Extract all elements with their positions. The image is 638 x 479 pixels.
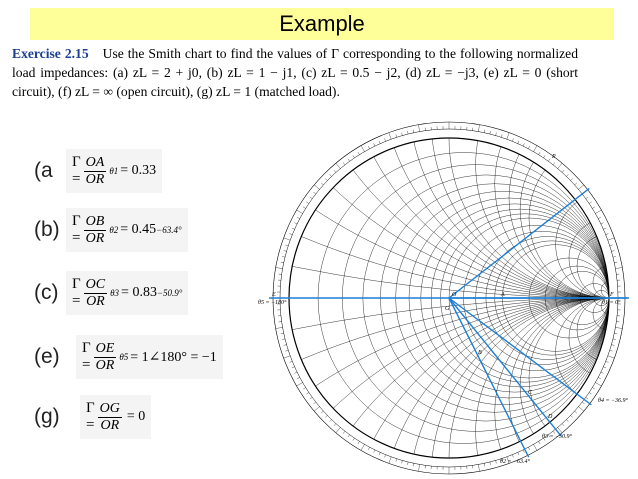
scale-tick <box>297 377 300 378</box>
scale-tick <box>281 262 284 263</box>
point-r: R <box>552 154 556 160</box>
scale-tick <box>306 393 308 395</box>
scale-tick <box>402 460 403 463</box>
scale-tick <box>553 162 555 164</box>
scale-tick <box>418 125 419 132</box>
scale-tick <box>496 460 497 463</box>
point-e: E <box>272 292 276 298</box>
scale-tick <box>496 133 497 136</box>
scale-tick <box>379 141 380 144</box>
answer-label: (g) <box>34 405 60 428</box>
scale-tick <box>512 455 513 458</box>
scale-tick <box>336 427 340 432</box>
scale-tick <box>282 256 285 257</box>
scale-tick <box>379 452 380 455</box>
denominator: OR <box>95 357 115 373</box>
scale-tick <box>334 424 336 426</box>
theta-label: θ3 <box>110 288 120 298</box>
gamma-symbol: Γ = <box>72 213 81 246</box>
scale-tick <box>544 155 546 157</box>
scale-tick <box>353 155 355 157</box>
scale-tick <box>512 139 513 142</box>
reactance-arc <box>289 298 638 479</box>
page-title: Example <box>279 11 365 36</box>
reactance-arc <box>520 298 638 476</box>
theta-label: θ2 <box>109 225 119 235</box>
scale-tick <box>528 447 529 450</box>
scale-tick <box>575 411 577 413</box>
scale-tick <box>330 174 332 176</box>
scale-tick <box>292 228 295 229</box>
scale-tick <box>484 130 485 133</box>
scale-tick <box>358 152 360 155</box>
scale-tick <box>575 183 577 185</box>
label-theta5: θ5 = −180° <box>258 300 287 306</box>
scale-tick <box>294 223 297 224</box>
gamma-symbol: Γ = <box>72 154 81 187</box>
denominator: OR <box>100 417 120 433</box>
reactance-arc <box>380 298 638 479</box>
gamma-symbol: Γ = <box>72 276 81 309</box>
answer-label: (a <box>34 159 53 182</box>
result-value: = 0.83 <box>121 285 157 300</box>
gamma-rays <box>269 188 629 457</box>
scale-tick <box>284 345 287 346</box>
scale-tick <box>571 415 573 417</box>
result-value: = 0.45 <box>120 222 157 237</box>
scale-tick <box>407 462 408 465</box>
scale-tick <box>361 444 365 450</box>
reactance-arc <box>520 120 638 298</box>
reactance-arc <box>476 118 638 298</box>
scale-tick <box>613 256 616 257</box>
scale-tick <box>343 431 345 433</box>
scale-tick <box>361 146 365 152</box>
scale-tick <box>282 339 285 340</box>
scale-tick <box>285 245 288 246</box>
scale-tick <box>608 356 615 358</box>
scale-tick <box>558 163 562 168</box>
scale-tick <box>276 267 283 268</box>
label-theta2: θ2 = −63.4° <box>500 459 530 465</box>
scale-tick <box>606 234 609 235</box>
formula <box>76 335 223 379</box>
result-value: = 1∠180° = −1 <box>130 349 217 365</box>
formula <box>80 395 151 439</box>
scale-tick <box>582 402 584 404</box>
angle-value: −50.9° <box>156 288 183 298</box>
angle-value: −63.4° <box>156 225 182 235</box>
formula <box>66 208 188 252</box>
scale-tick <box>608 238 615 240</box>
scale-tick <box>407 131 408 134</box>
scale-tick <box>589 202 591 204</box>
scale-tick <box>297 217 300 218</box>
scale-tick <box>313 402 315 404</box>
scale-tick <box>374 450 375 453</box>
scale-tick <box>306 202 308 204</box>
scale-tick <box>595 383 601 387</box>
scale-tick <box>614 262 617 263</box>
scale-tick <box>413 463 414 466</box>
scale-tick <box>303 388 306 390</box>
numerator: OB <box>85 213 105 229</box>
point-a: A <box>501 292 505 298</box>
gamma-symbol: Γ = <box>82 340 91 373</box>
scale-tick <box>418 464 419 471</box>
label-theta3: θ3 = −50.9° <box>542 434 572 440</box>
scale-tick <box>507 133 509 140</box>
scale-tick <box>297 210 303 214</box>
point-g: G <box>445 306 450 312</box>
scale-tick <box>595 210 601 214</box>
scale-tick <box>336 163 340 168</box>
formula <box>66 271 188 315</box>
smith-chart <box>252 118 638 479</box>
scale-tick <box>484 463 485 466</box>
label-theta4: θ4 = −36.9° <box>598 398 628 404</box>
smith-chart-svg <box>252 118 638 479</box>
scale-tick <box>534 444 538 450</box>
scale-tick <box>598 377 601 378</box>
numerator: OG <box>99 400 120 416</box>
scale-tick <box>601 372 604 373</box>
denominator: OR <box>85 171 105 187</box>
scale-tick <box>490 462 491 465</box>
scale-tick <box>571 179 573 181</box>
scale-tick <box>611 251 614 252</box>
scale-tick <box>396 459 397 462</box>
scale-tick <box>566 174 568 176</box>
scale-tick <box>353 438 355 440</box>
scale-tick <box>368 146 369 149</box>
scale-tick <box>539 441 541 444</box>
scale-tick <box>385 139 386 142</box>
reactance-arc <box>476 298 638 479</box>
scale-tick <box>385 455 386 458</box>
scale-tick <box>402 133 403 136</box>
answer-label: (e) <box>34 345 60 368</box>
scale-tick <box>562 424 564 426</box>
answer-label: (c) <box>34 281 59 304</box>
scale-tick <box>374 143 375 146</box>
reactance-arc <box>495 298 638 479</box>
scale-tick <box>601 223 604 224</box>
scale-tick <box>368 447 369 450</box>
scale-tick <box>518 452 519 455</box>
scale-tick <box>523 450 524 453</box>
scale-tick <box>598 217 601 218</box>
scale-tick <box>518 141 519 144</box>
scale-tick <box>330 420 332 422</box>
point-b: B <box>478 350 482 356</box>
scale-tick <box>389 133 391 140</box>
result-value: = 0 <box>126 409 146 424</box>
scale-tick <box>314 407 319 411</box>
scale-tick <box>610 350 613 351</box>
exercise-body: Use the Smith chart to find the values of Γ corresponding to the following normalized load impedances: (a) zL = 2 + j0, (b) zL = 1 − j1, (c) zL = 0.5 − j2, (d) zL = −j3, (e) zL = 0 (short circuit), (f) zL = ∞ (open circuit), (g) zL = 1 (matched load). <box>12 46 579 99</box>
numerator: OA <box>85 154 105 170</box>
scale-tick <box>592 388 595 390</box>
point-c: C <box>528 390 533 396</box>
scale-tick <box>501 134 502 137</box>
scale-tick <box>611 345 614 346</box>
scale-tick <box>490 131 491 134</box>
scale-tick <box>614 333 617 334</box>
scale-tick <box>586 397 588 399</box>
scale-tick <box>610 245 613 246</box>
scale-tick <box>478 125 479 132</box>
reactance-arc <box>380 118 638 298</box>
scale-tick <box>292 367 295 368</box>
reactance-arc <box>495 118 638 298</box>
scale-tick <box>325 179 327 181</box>
theta-label: θ1 <box>109 166 119 176</box>
scale-tick <box>578 407 583 411</box>
scale-tick <box>343 162 345 164</box>
scale-tick <box>528 146 529 149</box>
scale-tick <box>285 350 288 351</box>
scale-tick <box>281 333 284 334</box>
scale-tick <box>303 207 306 209</box>
scale-tick <box>290 361 293 362</box>
scale-tick <box>276 327 283 328</box>
point-o: O <box>452 292 457 298</box>
scale-tick <box>334 170 336 172</box>
scale-tick <box>562 170 564 172</box>
scale-tick <box>603 228 606 229</box>
gamma-symbol: Γ = <box>86 400 95 433</box>
scale-tick <box>310 397 312 399</box>
formula <box>66 149 162 193</box>
scale-tick <box>613 339 616 340</box>
denominator: OR <box>85 230 105 246</box>
scale-tick <box>310 197 312 199</box>
title-bar <box>30 8 614 40</box>
scale-tick <box>615 267 622 268</box>
label-theta1: θ1 = 0° <box>602 300 621 306</box>
scale-tick <box>284 238 291 240</box>
exercise-label: Exercise 2.15 <box>12 46 89 61</box>
scale-tick <box>321 411 323 413</box>
scale-tick <box>348 435 350 437</box>
gamma-ray <box>449 298 561 436</box>
numerator: OE <box>95 340 115 356</box>
point-f: F <box>610 292 614 298</box>
scale-tick <box>534 146 538 152</box>
scale-tick <box>389 457 391 464</box>
scale-tick <box>358 441 360 444</box>
result-value: = 0.33 <box>120 163 157 178</box>
scale-tick <box>586 197 588 199</box>
scale-tick <box>603 367 606 368</box>
reactance-arc <box>529 138 638 298</box>
scale-tick <box>615 327 622 328</box>
point-d: D <box>548 414 553 420</box>
scale-tick <box>606 361 609 362</box>
scale-tick <box>297 383 303 387</box>
scale-tick <box>592 207 595 209</box>
reactance-arc <box>289 118 638 298</box>
scale-tick <box>348 159 350 161</box>
theta-label: θ5 <box>119 352 129 362</box>
scale-tick <box>290 234 293 235</box>
exercise-text <box>12 44 578 101</box>
answer-label: (b) <box>34 218 60 241</box>
scale-tick <box>314 185 319 189</box>
scale-tick <box>325 415 327 417</box>
denominator: OR <box>86 293 105 309</box>
scale-tick <box>313 192 315 194</box>
scale-tick <box>284 356 291 358</box>
scale-tick <box>539 152 541 155</box>
scale-tick <box>321 183 323 185</box>
scale-tick <box>294 372 297 373</box>
scale-tick <box>548 159 550 161</box>
scale-tick <box>396 134 397 137</box>
scale-tick <box>578 185 583 189</box>
numerator: OC <box>85 276 106 292</box>
scale-tick <box>478 464 479 471</box>
reactance-arc <box>449 118 638 298</box>
scale-tick <box>523 143 524 146</box>
scale-tick <box>589 393 591 395</box>
scale-tick <box>284 251 287 252</box>
scale-tick <box>413 130 414 133</box>
scale-tick <box>566 420 568 422</box>
